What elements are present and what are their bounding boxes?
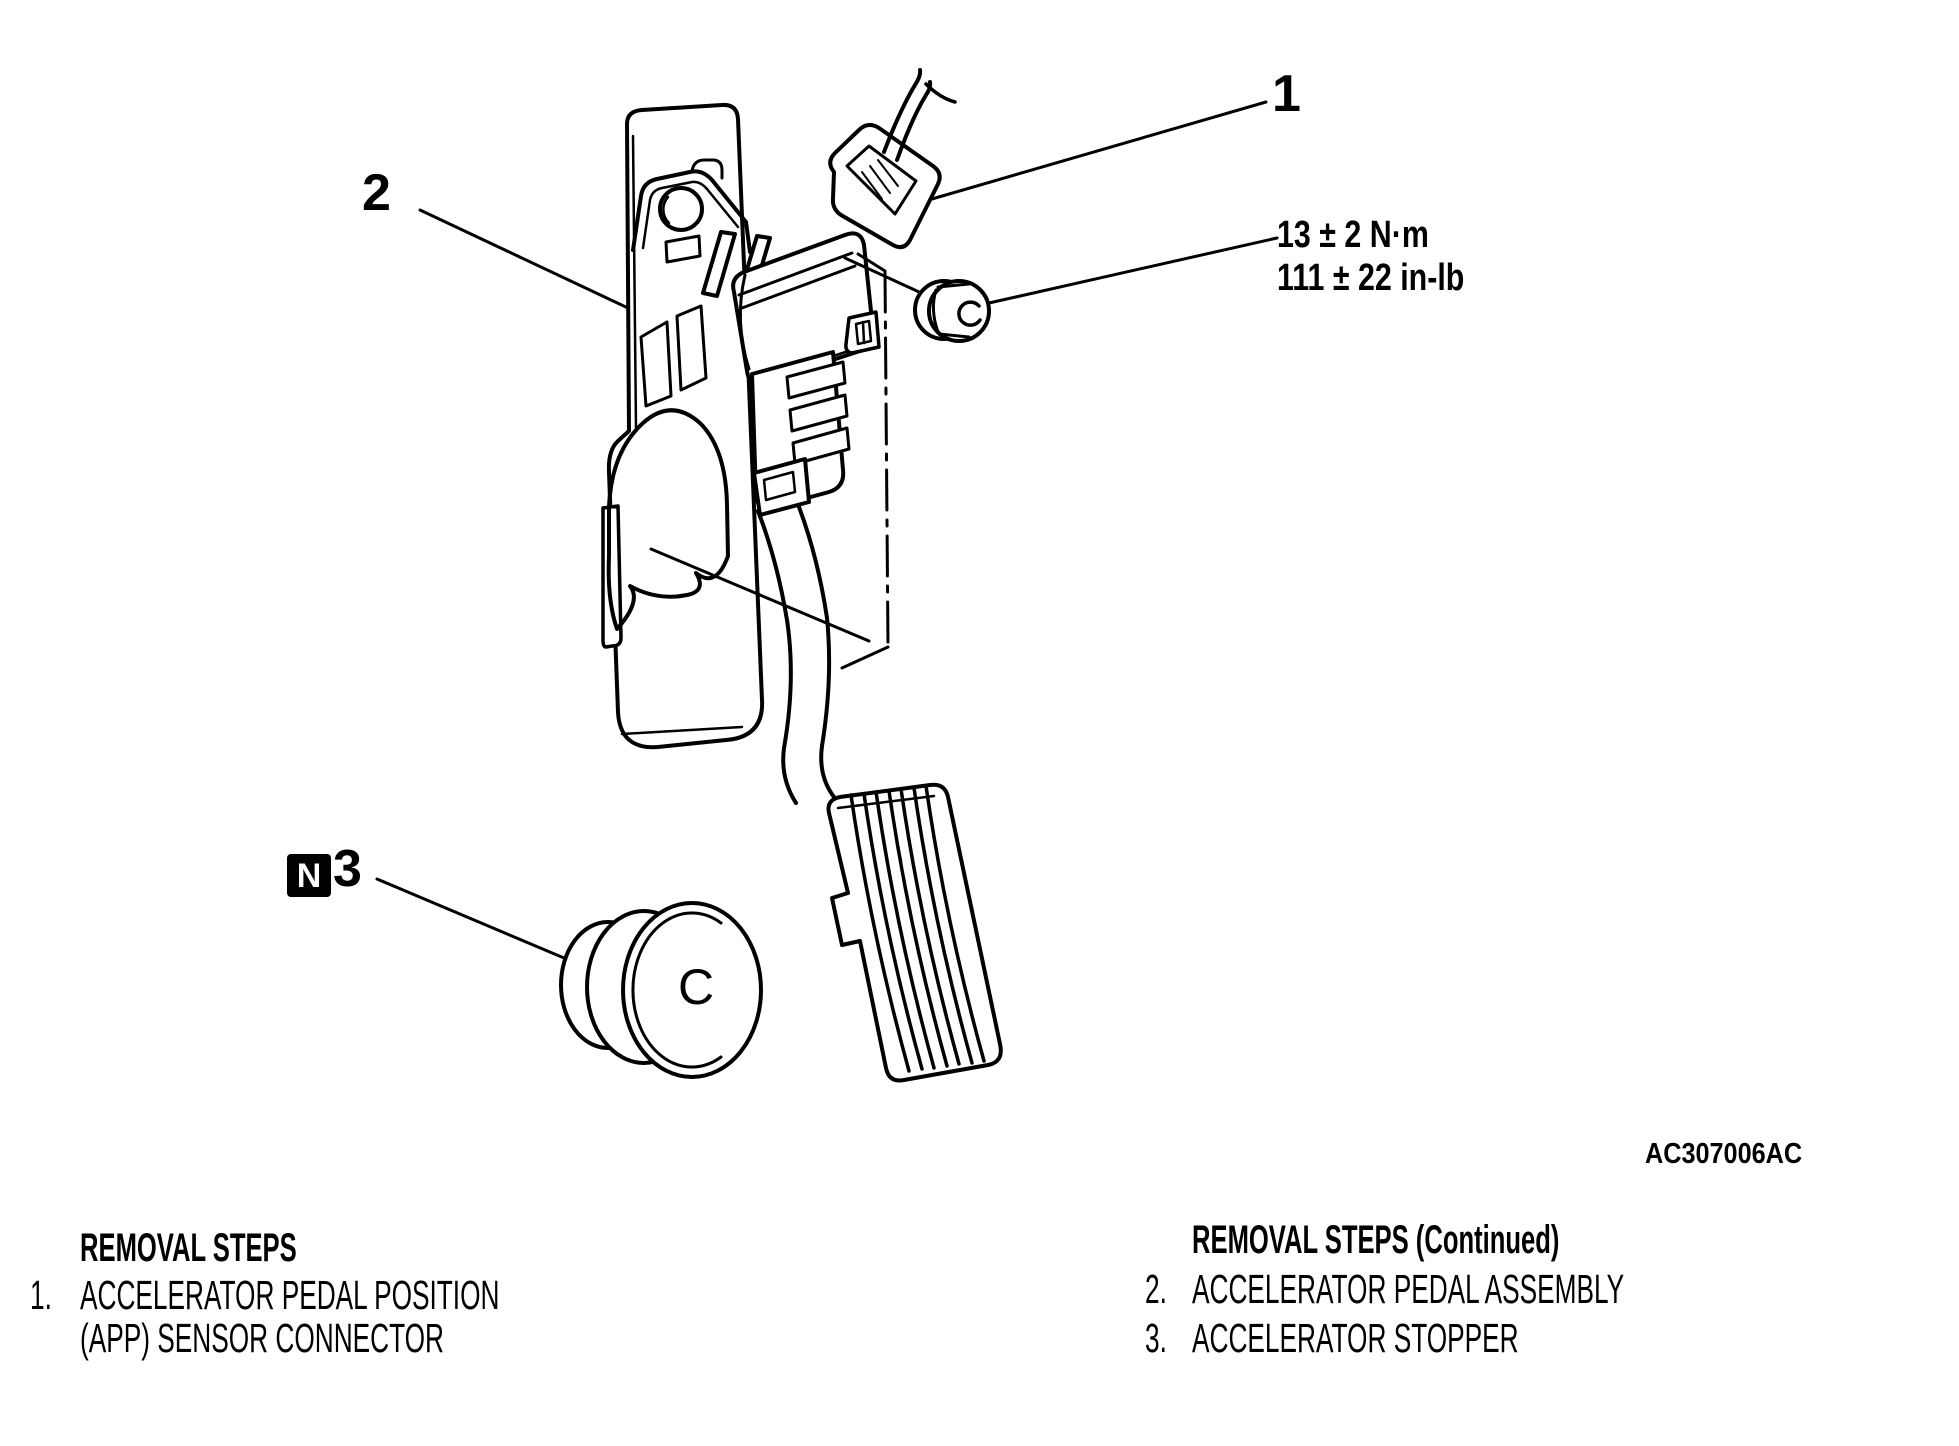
step-number: 2. (1145, 1266, 1167, 1312)
leader-line-torque (989, 238, 1277, 303)
note-icon: N (287, 854, 331, 897)
stopper-letter: C (677, 959, 715, 1015)
callout-3-label: 3 (333, 840, 362, 898)
pedal-arm-drawing (758, 507, 834, 803)
callout-2-label: 2 (362, 164, 391, 222)
step-item-3 (1145, 1317, 1179, 1360)
leader-line-callout-3 (377, 879, 583, 966)
connector-drawing (830, 125, 939, 247)
torque-spec (1277, 214, 1511, 300)
step-number: 1. (30, 1272, 52, 1318)
leader-line-callout-1 (925, 102, 1266, 201)
step-item-2 (1145, 1268, 1179, 1311)
step-item-1 (30, 1274, 64, 1317)
stopper-drawing (561, 903, 761, 1077)
leader-line-callout-2 (420, 210, 628, 308)
app-sensor-drawing (733, 233, 879, 515)
torque-metric: 13 ± 2 N·m (1277, 214, 1429, 256)
step-number: 3. (1145, 1315, 1167, 1361)
step-text-line: ACCELERATOR STOPPER (1192, 1315, 1519, 1361)
step-text-line: ACCELERATOR PEDAL POSITION (80, 1272, 500, 1318)
callout-1-label: 1 (1272, 65, 1301, 123)
flange-nut-drawing (915, 281, 989, 341)
figure-code: AC307006AC (1645, 1138, 1803, 1170)
pivot-hole (660, 188, 702, 230)
torque-imperial: 111 ± 22 in-lb (1277, 257, 1465, 299)
pedal-pad-drawing (828, 785, 1000, 1081)
removal-steps-heading-right: REMOVAL STEPS (Continued) (1192, 1218, 1560, 1262)
removal-steps-heading-left: REMOVAL STEPS (80, 1226, 297, 1270)
step-text-line: ACCELERATOR PEDAL ASSEMBLY (1192, 1266, 1625, 1312)
step-text-line: (APP) SENSOR CONNECTOR (80, 1315, 445, 1361)
